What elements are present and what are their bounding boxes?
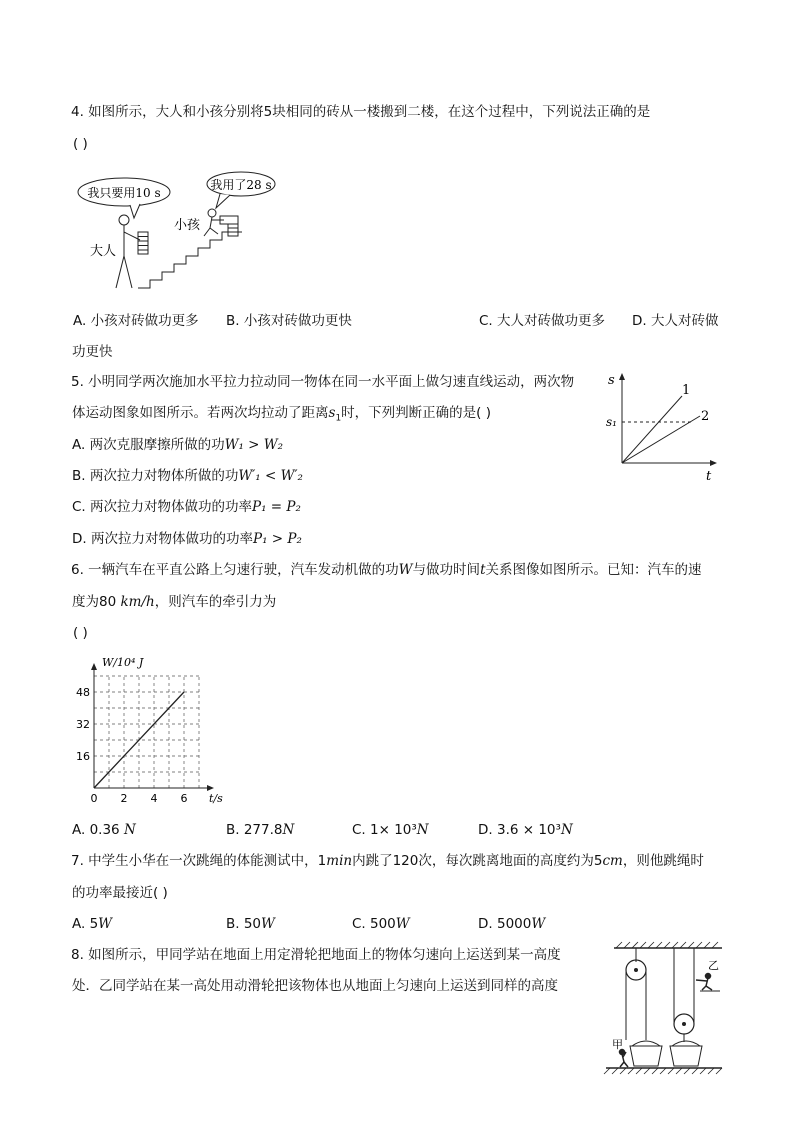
q7-option-a[interactable] (72, 915, 112, 933)
q8-person-yi (696, 974, 712, 991)
q6-x-label: t/s (209, 792, 223, 805)
q8-label-jia: 甲 (612, 1038, 623, 1051)
q6-stem-t: t (480, 562, 486, 578)
q5-stem-line2 (72, 404, 491, 428)
q7-option-c[interactable] (352, 915, 410, 933)
q7-stem-unit1: min (326, 853, 353, 869)
q6-x-tick-label: 2 (120, 792, 128, 805)
q5-option-b-text: B. 两次拉力对物体所做的功 (72, 468, 239, 484)
q5-option-a[interactable] (72, 436, 283, 454)
q6-stem-2b: ，则汽车的牵引力为 (154, 594, 277, 610)
q7-stem-1c: ，则他跳绳时 (622, 853, 704, 869)
q7-option-b-text: B. 50 (226, 916, 262, 932)
q6-chart (70, 652, 240, 812)
q6-stem-line1 (71, 561, 702, 579)
q4-stairs (138, 232, 242, 288)
q8-stem-line2: 处．乙同学站在某一高处用动滑轮把该物体也从地面上匀速向上运送到同样的高度 (72, 978, 558, 994)
q7-option-c-text: C. 500 (352, 916, 396, 932)
q6-option-b-text: B. 277.8 (226, 822, 283, 838)
q7-option-b[interactable] (226, 915, 275, 933)
q5-line-1-label: 1 (682, 383, 691, 398)
q5-x-label: t (706, 469, 712, 484)
q7-option-a-unit: W (98, 916, 113, 932)
q6-stem-2a: 度为80 (72, 594, 121, 610)
q6-stem-1c: 关系图像如图所示。已知：汽车的速 (485, 562, 702, 578)
q6-option-a-text: A. 0.36 (72, 822, 124, 838)
q6-option-a-unit: N (123, 822, 136, 838)
q5-s1-label: s₁ (606, 415, 617, 429)
q7-stem-unit2: cm (602, 853, 623, 869)
q6-stem-1b: 与做功时间 (412, 562, 481, 578)
q7-stem-1a: 7. 中学生小华在一次跳绳的体能测试中，1 (71, 853, 327, 869)
q6-x-tick-label: 6 (180, 792, 188, 805)
q6-option-a[interactable] (72, 821, 136, 839)
q5-stem-var: s (328, 405, 336, 421)
q5-line-1 (622, 396, 682, 463)
q7-option-d[interactable] (478, 915, 545, 933)
q7-stem-1b: 内跳了120次，每次跳离地面的高度约为5 (352, 853, 603, 869)
q6-option-d[interactable] (478, 821, 573, 839)
q5-option-b-math: W′₁ < W′₂ (238, 468, 303, 484)
q5-figure (598, 368, 723, 483)
q8-person-jia (620, 1050, 629, 1068)
q5-option-d-math: P₁ > P₂ (252, 531, 302, 547)
q5-stem-2a: 体运动图象如图所示。若两次均拉动了距离 (72, 405, 329, 421)
q6-y-tick-label: 32 (76, 718, 90, 731)
q8-label-yi: 乙 (708, 959, 719, 972)
q6-stem-1a: 6. 一辆汽车在平直公路上匀速行驶，汽车发动机做的功 (71, 562, 399, 578)
q4-adult-bubble-text: 我只要用10 s (87, 186, 161, 200)
q6-y-tick-label: 16 (76, 750, 90, 763)
q6-option-c-text: C. 1× 10³ (352, 822, 417, 838)
q4-paren: ( ) (73, 136, 88, 152)
q6-y-tick-label: 48 (76, 686, 90, 699)
q6-paren: ( ) (73, 625, 88, 641)
q4-option-d[interactable]: D. 大人对砖做 (632, 313, 719, 329)
q8-figure (604, 940, 726, 1074)
q5-stem-2b: 时，下列判断正确的是( ) (341, 405, 491, 421)
q7-stem-line2: 的功率最接近( ) (72, 885, 168, 901)
q4-adult-figure (116, 215, 148, 288)
q7-option-c-unit: W (395, 916, 410, 932)
q5-stem-line1: 5. 小明同学两次施加水平拉力拉动同一物体在同一水平面上做匀速直线运动，两次物 (71, 374, 575, 390)
q4-option-b[interactable]: B. 小孩对砖做功更快 (226, 313, 352, 329)
q6-option-d-unit: N (560, 822, 573, 838)
q5-option-b[interactable] (72, 467, 303, 485)
q8-bucket-a (630, 1046, 662, 1066)
q4-option-a[interactable]: A. 小孩对砖做功更多 (73, 313, 199, 329)
q6-option-d-text: D. 3.6 × 10³ (478, 822, 561, 838)
q4-figure (70, 168, 300, 318)
q8-bucket-b (670, 1046, 702, 1066)
q4-stem: 4. 如图所示，大人和小孩分别将5块相同的砖从一楼搬到二楼，在这个过程中，下列说法正确的是 (71, 104, 651, 120)
q7-option-d-unit: W (531, 916, 546, 932)
q5-option-d[interactable] (72, 530, 302, 548)
q6-option-b[interactable] (226, 821, 294, 839)
q7-option-d-text: D. 5000 (478, 916, 532, 932)
q6-stem-W: W (398, 562, 413, 578)
q5-option-d-text: D. 两次拉力对物体做功的功率 (72, 531, 253, 547)
q5-option-c[interactable] (72, 498, 301, 516)
q5-option-c-math: P₁ = P₂ (252, 499, 301, 515)
q6-x-tick-label: 0 (90, 792, 98, 805)
q5-line-2-label: 2 (701, 409, 710, 424)
q6-option-b-unit: N (282, 822, 295, 838)
q4-child-bubble-text: 我用了28 s (210, 178, 272, 192)
q7-stem-line1 (71, 852, 704, 870)
q7-option-b-unit: W (261, 916, 275, 932)
q6-option-c-unit: N (416, 822, 429, 838)
q7-option-a-text: A. 5 (72, 916, 99, 932)
q6-stem-line2 (72, 593, 276, 611)
q6-x-tick-label: 4 (150, 792, 158, 805)
q5-option-a-text: A. 两次克服摩擦所做的功 (72, 437, 225, 453)
q4-child-figure (204, 209, 238, 236)
q4-option-c[interactable]: C. 大人对砖做功更多 (479, 313, 606, 329)
q5-y-label: s (608, 373, 615, 388)
q6-option-c[interactable] (352, 821, 429, 839)
q8-stem-line1: 8. 如图所示，甲同学站在地面上用定滑轮把地面上的物体匀速向上运送到某一高度 (71, 947, 561, 963)
q4-adult-label: 大人 (90, 244, 117, 259)
q4-option-d-wrap: 功更快 (72, 344, 113, 360)
q4-child-bubble-tail (216, 194, 230, 208)
q6-stem-unit: km/h (120, 594, 155, 610)
q6-y-label: W/10⁴ J (102, 656, 144, 669)
q5-line-2 (622, 416, 700, 463)
q5-option-c-text: C. 两次拉力对物体做功的功率 (72, 499, 253, 515)
q5-option-a-math: W₁ > W₂ (224, 437, 284, 453)
q4-adult-bubble-tail (130, 204, 140, 218)
q4-child-label: 小孩 (174, 218, 201, 233)
q5-stem-sub: 1 (335, 413, 342, 424)
